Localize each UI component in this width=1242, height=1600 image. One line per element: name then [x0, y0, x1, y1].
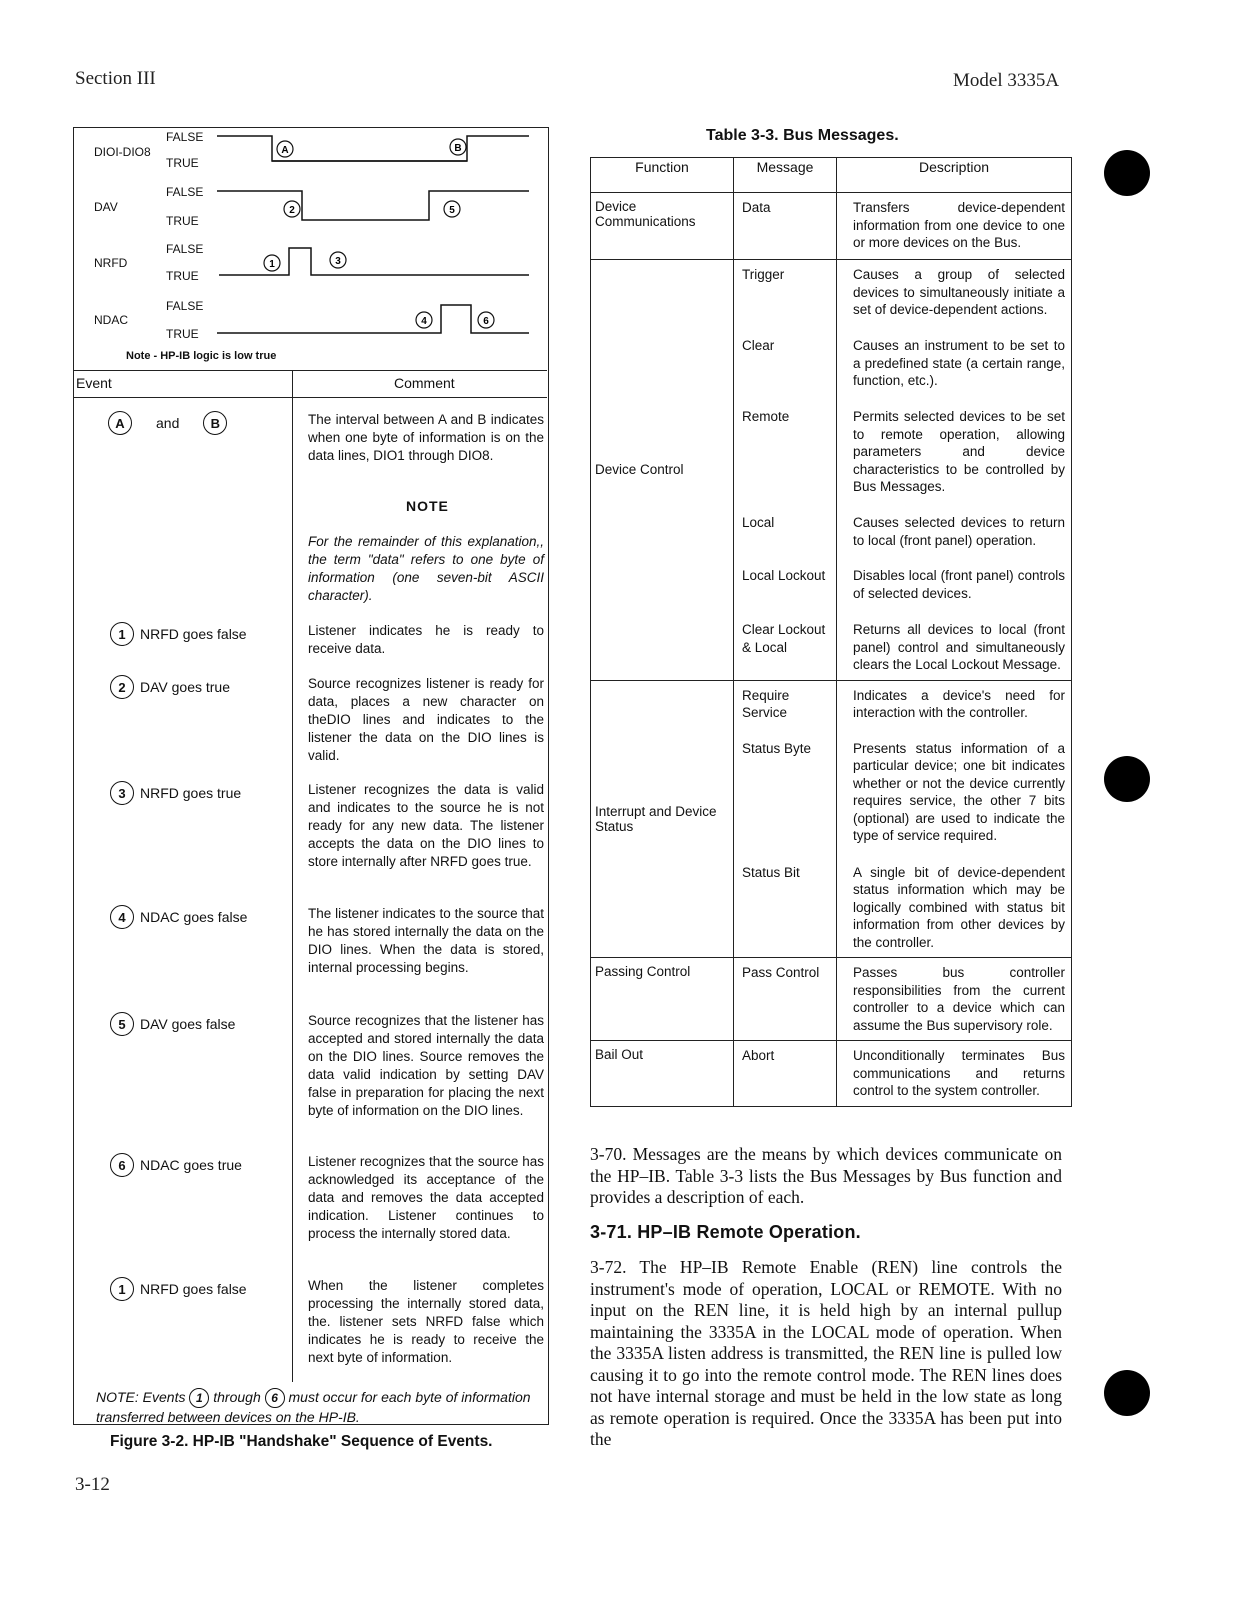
signal-name: DAV	[94, 200, 118, 214]
signal-name: DIOI-DIO8	[94, 145, 151, 159]
event-num: 6	[110, 1153, 134, 1177]
table-row	[591, 958, 1072, 1041]
false-label: FALSE	[166, 242, 204, 256]
event-num: 1	[110, 1277, 134, 1301]
logic-note: Note - HP-IB logic is low true	[126, 350, 277, 362]
function-cell: Passing Control	[591, 958, 734, 1041]
event-label-text: NRFD goes false	[140, 1281, 247, 1297]
message-text: Abort	[742, 1048, 775, 1063]
description-cell	[837, 958, 1072, 1041]
marker-b: B	[454, 143, 462, 154]
timing-waveforms	[74, 128, 547, 368]
marker-b-circle: B	[203, 411, 227, 435]
note-text: For the remainder of this explanation,, the term "data" refers to one byte of information (one seven-bit ASCII character).	[308, 534, 544, 603]
binder-hole	[1104, 150, 1150, 196]
timing-diagram	[74, 128, 547, 368]
table-row	[591, 680, 1072, 958]
event-label-text: NRFD goes true	[140, 785, 242, 801]
event-label-text: NDAC goes true	[140, 1157, 242, 1173]
table-row	[591, 193, 1072, 260]
message-text: Remote	[742, 409, 790, 424]
event-label	[110, 905, 247, 929]
description-text: Transfers device-dependent information from one device to one or more devices on the Bus.	[853, 200, 1065, 250]
event-label	[110, 1012, 235, 1036]
event-label-text: DAV goes false	[140, 1016, 236, 1032]
message-text: Trigger	[742, 267, 785, 282]
marker-2: 2	[289, 205, 295, 216]
true-label: TRUE	[166, 327, 199, 341]
event-num: 2	[110, 675, 134, 699]
description-cell	[837, 193, 1072, 260]
false-label: FALSE	[166, 299, 204, 313]
marker-4: 4	[421, 316, 427, 327]
message-text: Local Lockout	[742, 568, 826, 583]
message-cell	[734, 958, 837, 1041]
message-cell	[734, 1041, 837, 1107]
description-cell	[837, 260, 1072, 681]
figure-footnote	[96, 1388, 536, 1426]
description-text: A single bit of device-dependent status information which may be logically combined with status bit information from other devices by the controller.	[853, 864, 1065, 950]
marker-3: 3	[335, 256, 341, 267]
nrfd-waveform	[219, 248, 529, 275]
footnote-num-6: 6	[265, 1388, 285, 1408]
description-text: Causes an instrument to be set to a predefined state (a certain range, function, etc.).	[853, 338, 1065, 388]
message-cell	[734, 193, 837, 260]
event-num: 3	[110, 781, 134, 805]
table-header-function: Function	[591, 158, 734, 193]
dav-waveform	[217, 191, 529, 220]
event-comment: When the listener completes processing the internally stored data, the. listener sets NRFD false which indicates he is ready to receive the next byte of information.	[308, 1278, 544, 1365]
table-header-description: Description	[837, 158, 1072, 193]
message-text: Pass Control	[742, 965, 820, 980]
message-text: Status Bit	[742, 864, 800, 880]
event-ab-comment: The interval between A and B indicates when one byte of information is on the data lines, DIO1 through DIO8.	[308, 412, 544, 463]
message-cell	[734, 680, 837, 958]
figure-caption: Figure 3-2. HP-IB "Handshake" Sequence of Events.	[110, 1433, 493, 1450]
event-label-text: NDAC goes false	[140, 909, 248, 925]
description-text: Returns all devices to local (front panel) control and simultaneously clears the Local Lockout Message.	[853, 622, 1065, 672]
description-text: Causes selected devices to return to local (front panel) operation.	[853, 515, 1065, 548]
signal-name: NRFD	[94, 256, 128, 270]
table-title: Table 3-3. Bus Messages.	[706, 127, 899, 144]
table-row	[591, 1041, 1072, 1107]
description-text: Presents status information of a particular device; one bit indicates whether or not the device currently requires service, the other 7 bits (optional) are used to indicate the type of service required.	[853, 740, 1065, 843]
event-comment: Source recognizes listener is ready for data, places a new character on theDIO lines and indicates to the listener the data on the DIO lines is valid.	[308, 676, 544, 763]
event-label	[110, 781, 241, 805]
event-label	[110, 675, 230, 699]
message-text: Local	[742, 515, 775, 530]
false-label: FALSE	[166, 185, 204, 199]
bus-messages-table	[590, 157, 1072, 1107]
description-cell	[837, 680, 1072, 958]
function-cell: Device Communications	[591, 193, 734, 260]
true-label: TRUE	[166, 214, 199, 228]
handshake-figure	[73, 127, 549, 1425]
description-text: Passes bus controller responsibilities from the current controller to a device which can assume the Bus supervisory role.	[853, 965, 1065, 1033]
message-text: Status Byte	[742, 740, 812, 756]
footnote-mid: through	[213, 1389, 261, 1405]
event-comment: Listener indicates he is ready to receive data.	[308, 623, 544, 656]
marker-a-circle: A	[108, 411, 132, 435]
function-cell: Device Control	[591, 260, 734, 681]
page-number: 3-12	[75, 1474, 110, 1495]
event-comment: Source recognizes that the listener has accepted and stored internally the data on the DIO lines. Source removes the data valid indication by setting DAV false in preparation for placing the next byte of information on the DIO lines.	[308, 1013, 544, 1118]
function-cell: Bail Out	[591, 1041, 734, 1107]
dio-waveform	[217, 136, 529, 161]
paragraph-3-70: 3-70. Messages are the means by which devices communicate on the HP–IB. Table 3-3 lists the Bus Messages by Bus function and provides a description of each.	[590, 1144, 1062, 1207]
marker-1: 1	[269, 259, 275, 270]
marker-a: A	[281, 145, 289, 156]
event-label	[110, 622, 247, 646]
footnote-post: must occur for each byte of information transferred between devices on the HP-IB.	[96, 1389, 531, 1425]
event-num: 5	[110, 1012, 134, 1036]
ndac-waveform	[217, 305, 529, 333]
footnote-pre: NOTE: Events	[96, 1389, 186, 1405]
message-text: Clear	[742, 338, 775, 353]
true-label: TRUE	[166, 269, 199, 283]
description-text: Indicates a device's need for interaction with the controller.	[853, 687, 1065, 720]
event-num: 1	[110, 622, 134, 646]
function-cell: Interrupt and Device Status	[591, 680, 734, 958]
event-comment: Listener recognizes the data is valid and indicates to the source he is not ready for any new data. The listener accepts the data on the DIO lines to store internally after NRFD goes true.	[308, 782, 544, 869]
event-col-header: Event	[76, 375, 112, 391]
event-comment: The listener indicates to the source that he has stored internally the data on the DIO lines. When the data is stored, internal processing begins.	[308, 906, 544, 975]
table-header-message: Message	[734, 158, 837, 193]
description-text: Permits selected devices to be set to remote operation, allowing parameters and device characteristics to be controlled by Bus Messages.	[853, 409, 1065, 494]
event-table-header	[74, 370, 547, 398]
description-text: Causes a group of selected devices to simultaneously initiate a set of device-dependent actions.	[853, 267, 1065, 317]
false-label: FALSE	[166, 130, 204, 144]
event-ab-label	[108, 411, 227, 435]
event-label	[110, 1153, 242, 1177]
binder-hole	[1104, 1370, 1150, 1416]
column-divider	[292, 370, 293, 1382]
message-text: Require Service	[742, 687, 790, 720]
event-label-text: DAV goes true	[140, 679, 231, 695]
true-label: TRUE	[166, 156, 199, 170]
event-label	[110, 1277, 247, 1301]
paragraph-3-72: 3-72. The HP–IB Remote Enable (REN) line controls the instrument's mode of operation, LOCAL or REMOTE. With no input on the REN line, it is held high by an internal pullup maintaining the 3335A in the LOCAL mode of operation. When the 3335A listen address is transmitted, the REN line is pulled low causing it to go into the remote control mode. The REN lines does not have internal storage and must be held in the low state as long as remote operation is required. Once the 3335A has been put into the	[590, 1257, 1062, 1449]
description-text: Unconditionally terminates Bus communications and returns control to the system controller.	[853, 1048, 1065, 1098]
event-num: 4	[110, 905, 134, 929]
signal-name: NDAC	[94, 313, 129, 327]
event-comment: Listener recognizes that the source has acknowledged its acceptance of the data and removes the data accepted indication. Listener continues to process the internally stored data.	[308, 1154, 544, 1241]
table-row	[591, 260, 1072, 681]
description-cell	[837, 1041, 1072, 1107]
note-heading: NOTE	[406, 498, 449, 514]
message-text: Data	[742, 200, 771, 215]
comment-col-header: Comment	[394, 375, 455, 391]
footnote-num-1: 1	[189, 1388, 209, 1408]
section-heading: 3-71. HP–IB Remote Operation.	[590, 1222, 861, 1242]
description-text: Disables local (front panel) controls of selected devices.	[853, 568, 1065, 601]
message-cell	[734, 260, 837, 681]
model-label: Model 3335A	[953, 70, 1060, 91]
and-text: and	[156, 415, 180, 431]
marker-5: 5	[449, 205, 455, 216]
binder-hole	[1104, 756, 1150, 802]
event-label-text: NRFD goes false	[140, 626, 247, 642]
message-text: Clear Lockout & Local	[742, 622, 826, 655]
marker-6: 6	[483, 316, 489, 327]
table-header-row	[591, 158, 1072, 193]
section-label: Section III	[75, 68, 156, 89]
